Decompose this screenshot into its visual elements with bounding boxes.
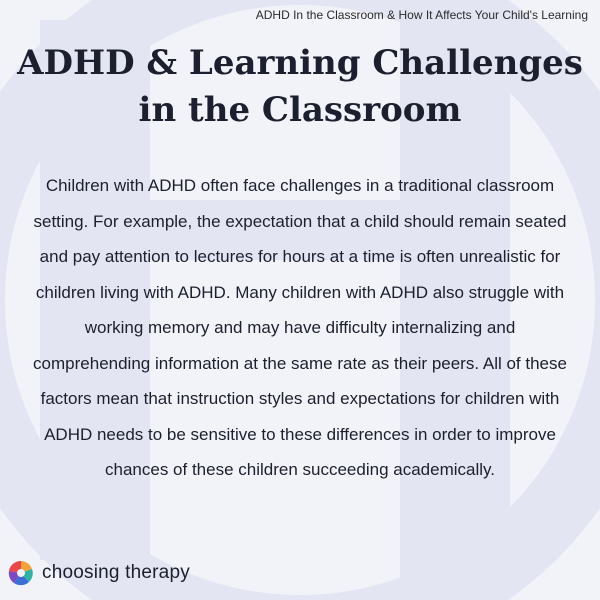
article-caption: ADHD In the Classroom & How It Affects Your Child's Learning [255,8,588,22]
choosing-therapy-logo-icon [8,560,34,586]
body-paragraph: Children with ADHD often face challenges in a traditional classroom setting. For example, the expectation that a child should remain seated and pay attention to lectures for hours at a time is often unrealistic for children living with ADHD. Many children with ADHD also struggle with working memory and may have difficulty internalizing and comprehending information at the same rate as their peers. All of these factors mean that instruction styles and expectations for children with ADHD needs to be sensitive to these differences in order to improve chances of these children succeeding academically. [33,176,567,479]
brand-lockup [8,560,190,586]
brand-name: choosing therapy [42,562,190,583]
page-title: ADHD & Learning Challenges in the Classroom [17,43,583,130]
